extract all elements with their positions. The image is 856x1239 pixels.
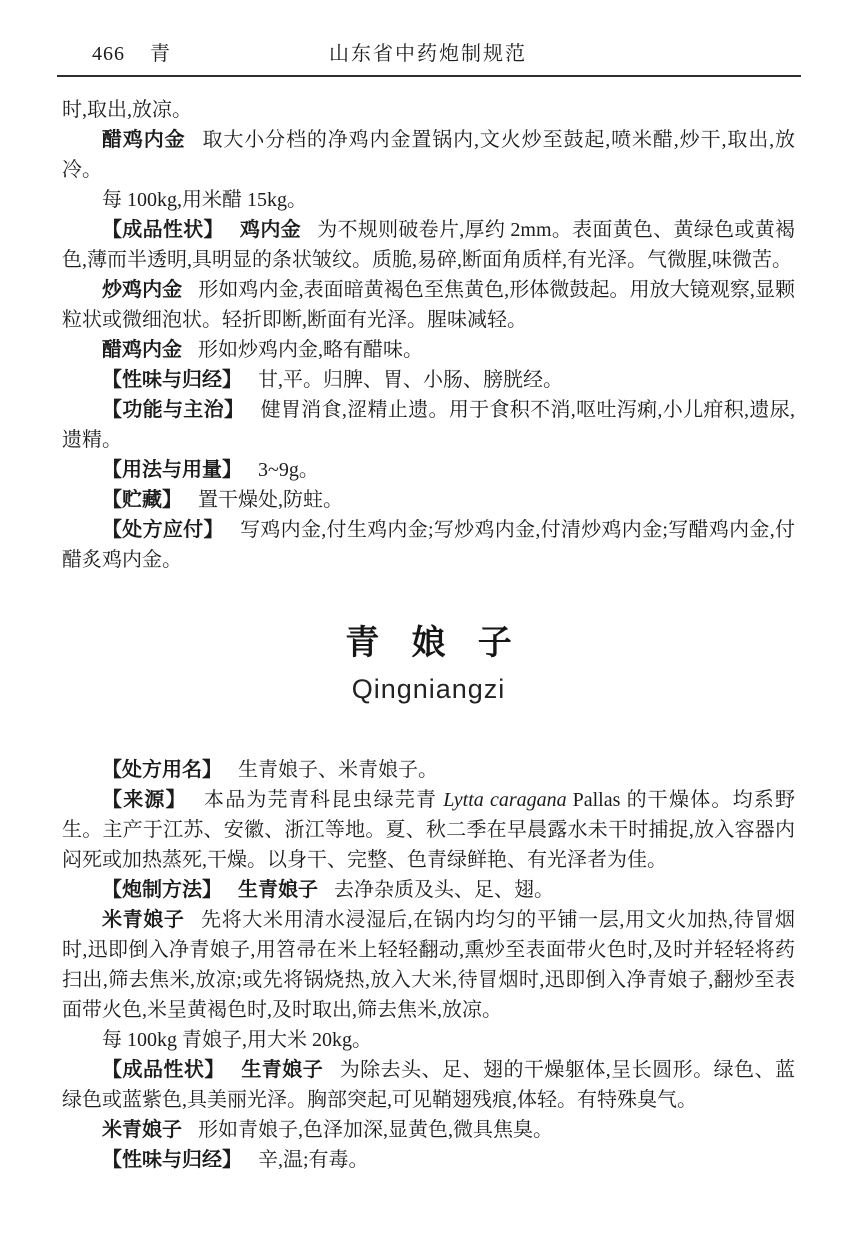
field-label: 【功能与主治】 xyxy=(102,399,245,421)
field-label: 【成品性状】 xyxy=(102,1059,225,1081)
paragraph-text: 写鸡内金,付生鸡内金;写炒鸡内金,付清炒鸡内金;写醋鸡内金,付醋炙鸡内金。 xyxy=(62,519,795,571)
paragraph-text: 形如鸡内金,表面暗黄褐色至焦黄色,形体微鼓起。用放大镜观察,显颗粒状或微细泡状。轻折即断,断面有光泽。腥味减轻。 xyxy=(62,279,796,331)
monograph-title: 青娘子 xyxy=(345,624,545,662)
paragraph-text: 时,取出,放凉。 xyxy=(62,99,192,121)
para-excipient-ratio xyxy=(62,1025,795,1055)
page-header xyxy=(0,42,856,77)
para-excipient-ratio xyxy=(62,185,795,215)
monograph-heading xyxy=(62,623,795,705)
field-label: 【来源】 xyxy=(102,789,187,811)
book-title: 山东省中药炮制规范 xyxy=(329,43,527,65)
field-label: 【性味与归经】 xyxy=(102,369,242,391)
method-name: 米青娘子 xyxy=(102,1119,182,1141)
method-name: 生青娘子 xyxy=(238,879,318,901)
para-xingwei-guijing xyxy=(62,1145,795,1175)
paragraph-text: 生青娘子、米青娘子。 xyxy=(238,759,438,781)
monograph-qingniangzi xyxy=(62,623,795,1175)
paragraph-text: 形如炒鸡内金,略有醋味。 xyxy=(198,339,423,361)
field-label: 【炮制方法】 xyxy=(102,879,222,901)
paragraph-text: 为除去头、足、翅的干燥躯体,呈长圆形。绿色、蓝绿色或蓝紫色,具美丽光泽。胸部突起,可见鞘翅残痕,体轻。有特殊臭气。 xyxy=(62,1059,796,1111)
monograph-jineijin-continued xyxy=(62,95,795,575)
para-gongneng-zhuzhi xyxy=(62,395,795,455)
latin-binomial: Lytta caragana xyxy=(443,789,567,811)
para-paozhi-fangfa xyxy=(62,875,795,905)
paragraph-text: 先将大米用清水浸湿后,在锅内均匀的平铺一层,用文火加热,待冒烟时,迅即倒入净青娘子,用笤帚在米上轻轻翻动,熏炒至表面带火色时,及时并轻轻将药扫出,筛去焦米,放凉;或先将锅烧热,放入大米,待冒烟时,迅即倒入净青娘子,翻炒至表面带火色,米呈黄褐色时,及时取出,筛去焦米,放凉。 xyxy=(62,909,796,1021)
para-xingwei-guijing xyxy=(62,365,795,395)
paragraph-text: 3~9g。 xyxy=(258,459,319,481)
para-continuation xyxy=(62,95,795,125)
field-label: 【用法与用量】 xyxy=(102,459,242,481)
paragraph-text: 每 100kg,用米醋 15kg。 xyxy=(102,189,307,211)
running-head xyxy=(58,42,798,66)
method-name: 米青娘子 xyxy=(102,909,185,931)
para-mi-qingniangzi-method xyxy=(62,905,795,1025)
paragraph-text: 为不规则破卷片,厚约 2mm。表面黄色、黄绿色或黄褐色,薄而半透明,具明显的条状皱纹。质脆,易碎,断面角质样,有光泽。气微腥,味微苦。 xyxy=(62,219,796,271)
method-name: 醋鸡内金 xyxy=(102,339,182,361)
paragraph-text: 甘,平。归脾、胃、小肠、膀胱经。 xyxy=(258,369,563,391)
para-chengpin-xingzhuang xyxy=(62,1055,795,1115)
field-label: 【性味与归经】 xyxy=(102,1149,242,1171)
paragraph-text: 形如青娘子,色泽加深,显黄色,微具焦臭。 xyxy=(198,1119,553,1141)
paragraph-text: 去净杂质及头、足、翅。 xyxy=(334,879,554,901)
para-cu-jineijin-method xyxy=(62,125,795,185)
paragraph-text: 每 100kg 青娘子,用大米 20kg。 xyxy=(102,1029,372,1051)
paragraph-text: 辛,温;有毒。 xyxy=(258,1149,369,1171)
section-character: 青 xyxy=(150,43,170,65)
page-number: 466 xyxy=(92,43,125,65)
para-chufang-yongming xyxy=(62,755,795,785)
field-label: 【处方用名】 xyxy=(102,759,222,781)
paragraph-text: 健胃消食,涩精止遗。用于食积不消,呕吐泻痢,小儿疳积,遗尿,遗精。 xyxy=(62,399,796,451)
header-rule xyxy=(57,75,801,77)
method-name: 生青娘子 xyxy=(241,1059,324,1081)
method-name: 鸡内金 xyxy=(240,219,301,241)
para-chufang-yingfu xyxy=(62,515,795,575)
para-cu-jineijin-desc xyxy=(62,335,795,365)
method-name: 醋鸡内金 xyxy=(102,129,186,151)
monograph-pinyin: Qingniangzi xyxy=(351,674,506,704)
para-laiyuan xyxy=(62,785,795,875)
para-mi-qingniangzi-desc xyxy=(62,1115,795,1145)
para-zhucang xyxy=(62,485,795,515)
para-chao-jineijin-desc xyxy=(62,275,795,335)
method-name: 炒鸡内金 xyxy=(102,279,183,301)
para-chengpin-xingzhuang xyxy=(62,215,795,275)
paragraph-text: 本品为芫青科昆虫绿芫青 xyxy=(204,789,438,811)
field-label: 【成品性状】 xyxy=(102,219,224,241)
page-body xyxy=(62,95,795,1175)
para-yongfa-yongliang xyxy=(62,455,795,485)
field-label: 【贮藏】 xyxy=(102,489,182,511)
paragraph-text: 置干燥处,防蛀。 xyxy=(198,489,343,511)
paragraph-text: 取大小分档的净鸡内金置锅内,文火炒至鼓起,喷米醋,炒干,取出,放冷。 xyxy=(62,129,796,181)
paragraph-text: Pallas 的干燥体。均系野生。主产于江苏、安徽、浙江等地。夏、秋二季在早晨露水未干时捕捉,放入容器内闷死或加热蒸死,干燥。以身干、完整、色青绿鲜艳、有光泽者为佳。 xyxy=(62,789,796,871)
field-label: 【处方应付】 xyxy=(102,519,224,541)
